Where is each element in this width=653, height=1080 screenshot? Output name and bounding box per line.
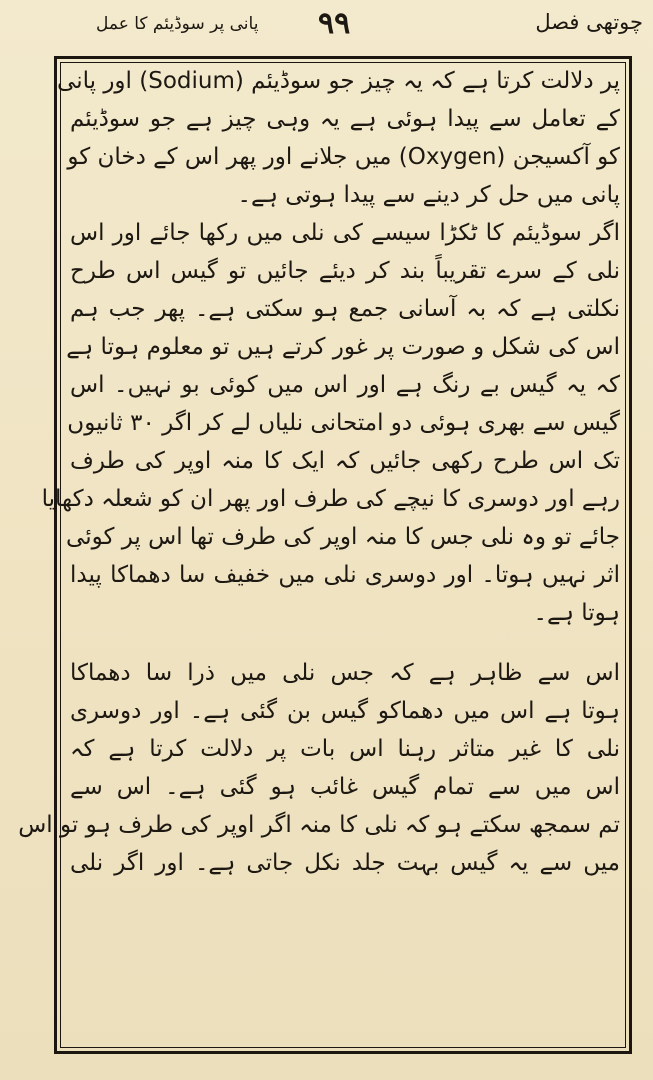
text-line: ہوتا ہے اس میں دھماکو گیس بن گئی ہے۔ اور دوسری [70,698,620,724]
paragraph-2 [41,214,620,632]
text-line: اگر سوڈیئم کا ٹکڑا سیسے کی نلی میں رکھا جائے اور اس [70,220,620,246]
paragraph-gap [70,632,620,654]
text-line: ہوتا ہے۔ [533,600,620,626]
text-line: پانی میں حل کر دینے سے پیدا ہوتی ہے۔ [237,182,620,208]
page-header [0,6,653,50]
text-line: اس کی شکل و صورت پر غور کرتے ہیں تو معلوم ہوتا ہے [66,334,620,360]
text-line: میں سے یہ گیس بہت جلد نکل جاتی ہے۔ اور اگر نلی [70,850,620,876]
text-line: کے تعامل سے پیدا ہوئی ہے یہ وہی چیز ہے جو سوڈیئم [70,106,620,132]
text-line: جائے تو وہ نلی جس کا منہ اوپر کی طرف تھا اس پر کوئی [66,524,620,550]
text-line: تم سمجھ سکتے ہو کہ نلی کا منہ اگر اوپر کی طرف ہو تو اس [18,812,620,838]
text-line: تک اس طرح رکھی جائیں کہ ایک کا منہ اوپر کی طرف [70,448,620,474]
text-line: رہے اور دوسری کا نیچے کی طرف اور پھر ان کو شعلہ دکھایا [41,486,620,512]
text-line: نلی کے سرے تقریباً بند کر دیئے جائیں تو گیس اس طرح [70,258,620,284]
text-line: پر دلالت کرتا ہے کہ یہ چیز جو سوڈیئم (Sodium) اور پانی [57,68,620,94]
text-line: اس میں سے تمام گیس غائب ہو گئی ہے۔ اس سے [70,774,620,800]
text-line: کہ یہ گیس بے رنگ ہے اور اس میں کوئی بو نہیں۔ اس [70,372,620,398]
text-line: نکلتی ہے کہ بہ آسانی جمع ہو سکتی ہے۔ پھر جب ہم [70,296,620,322]
running-title: پانی پر سوڈیئم کا عمل [96,14,259,34]
page-number: ۹۹ [318,6,351,41]
text-line: اس سے ظاہر ہے کہ جس نلی میں ذرا سا دھماکا [70,660,620,686]
body-text [18,62,620,882]
paragraph-3 [18,654,620,882]
paragraph-1 [57,62,620,214]
text-line: گیس سے بھری ہوئی دو امتحانی نلیاں لے کر اگر ۳۰ ثانیوں [67,410,620,436]
chapter-heading: چوتھی فصل [535,10,643,34]
text-line: نلی کا غیر متاثر رہنا اس بات پر دلالت کرتا ہے کہ [70,736,620,762]
text-line: اثر نہیں ہوتا۔ اور دوسری نلی میں خفیف سا دھماکا پیدا [70,562,620,588]
text-line: کو آکسیجن (Oxygen) میں جلانے اور پھر اس کے دخان کو [67,144,620,170]
